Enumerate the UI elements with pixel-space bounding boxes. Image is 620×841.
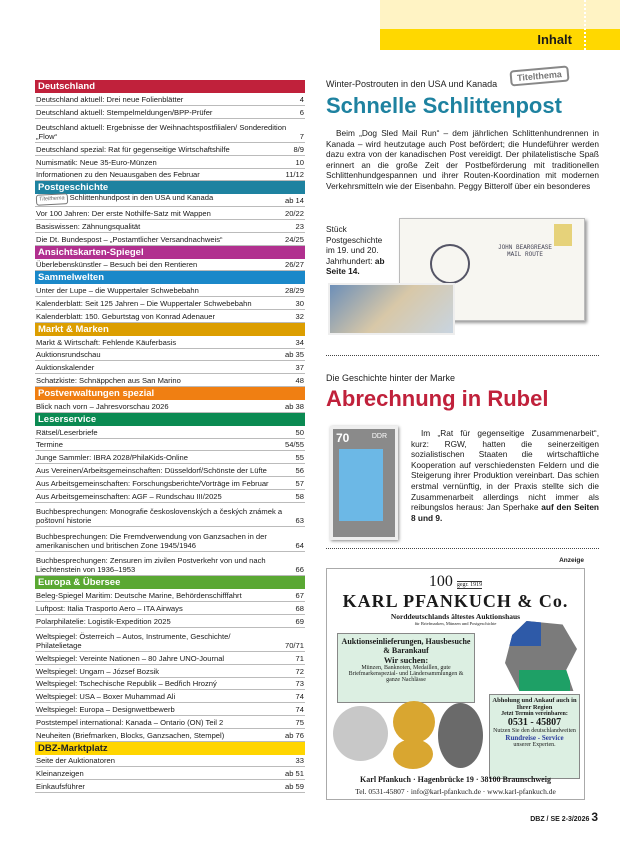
toc-entry-page: 74 xyxy=(295,692,304,702)
toc-entry-text: Kalenderblatt: 150. Geburtstag von Konrad Adenauer xyxy=(36,311,216,321)
toc-entry-page: 67 xyxy=(295,590,304,600)
toc-entry[interactable] xyxy=(35,284,305,297)
toc-entry[interactable] xyxy=(35,400,305,413)
toc-entry-title xyxy=(36,193,285,205)
stamp-value: 70 xyxy=(336,431,350,445)
ad-box-search xyxy=(337,633,475,703)
toc-entry[interactable] xyxy=(35,349,305,362)
toc-entry-title xyxy=(36,123,300,141)
toc-entry-text: Unter der Lupe – die Wuppertaler Schwebebahn xyxy=(36,286,199,296)
toc-entry-page: 68 xyxy=(295,603,304,613)
feature2-body xyxy=(411,428,599,523)
ad-founded: gegr. 1919 xyxy=(456,582,483,588)
toc-entry-page: 56 xyxy=(295,466,304,476)
toc-section-header: Postverwaltungen spezial xyxy=(35,387,305,400)
toc-entry-title xyxy=(36,782,285,791)
toc-entry-title xyxy=(36,286,285,295)
toc-entry[interactable] xyxy=(35,93,305,106)
toc-entry-text: Überlebenskünstler – Besuch bei den Rentieren xyxy=(36,260,198,270)
ad-phone[interactable]: 0531 - 45807 xyxy=(507,717,562,728)
toc-entry-page: ab 59 xyxy=(284,781,304,791)
toc-entry[interactable] xyxy=(35,503,305,528)
toc-entry[interactable] xyxy=(35,426,305,439)
toc-entry[interactable] xyxy=(35,106,305,119)
toc-section-header: DBZ-Marktplatz xyxy=(35,742,305,755)
divider xyxy=(326,355,599,356)
stamp-country: DDR xyxy=(371,433,387,440)
toc-entry-page: 23 xyxy=(295,221,304,231)
toc-entry[interactable] xyxy=(35,374,305,387)
toc-entry-title xyxy=(36,705,296,714)
toc-entry-text: Poststempel international: Kanada – Ontario (ON) Teil 2 xyxy=(36,717,224,727)
toc-entry-title xyxy=(36,453,296,462)
ad-tagline: Norddeutschlands ältestes Auktionshaus xyxy=(390,612,521,621)
toc-entry-text: Buchbesprechungen: Zensuren im zivilen Postverkehr von und nach Liechtenstein von 1936–1953 xyxy=(36,556,266,575)
toc-entry-page: 10 xyxy=(295,157,304,167)
ad-company: KARL PFANKUCH & Co. xyxy=(342,591,569,611)
page-number: 3 xyxy=(591,810,598,824)
toc-entry-page: ab 38 xyxy=(284,401,304,411)
toc-entry[interactable] xyxy=(35,615,305,628)
toc-entry-title xyxy=(36,299,296,308)
titelthema-badge: Titelthema xyxy=(509,65,569,86)
titelthema-badge: Titelthema xyxy=(36,193,68,206)
toc-entry-title xyxy=(36,235,285,244)
toc-entry-text: Deutschland aktuell: Stempelmeldungen/BPP-Prüfer xyxy=(36,107,213,117)
toc-entry-title xyxy=(36,428,296,437)
toc-entry[interactable] xyxy=(35,143,305,156)
toc-entry[interactable] xyxy=(35,464,305,477)
toc-entry-title xyxy=(36,402,285,411)
toc-entry-text: Weltspiegel: USA – Boxer Muhammad Ali xyxy=(36,692,176,702)
dotted-divider xyxy=(584,0,586,50)
toc-entry-text: Kalenderblatt: Seit 125 Jahren – Die Wuppertaler Schwebebahn xyxy=(36,299,252,309)
ad-box-pickup xyxy=(489,694,580,779)
toc-entry-page: 50 xyxy=(295,427,304,437)
feature1-side xyxy=(326,224,392,277)
toc-entry-title xyxy=(36,350,285,359)
toc-entry-page: 4 xyxy=(299,94,304,104)
toc-entry[interactable] xyxy=(35,665,305,678)
toc-entry-title xyxy=(36,532,296,550)
toc-entry-page: 33 xyxy=(295,756,304,766)
toc-entry-page: 75 xyxy=(295,717,304,727)
toc-entry-title xyxy=(36,692,296,701)
toc-entry[interactable] xyxy=(35,690,305,703)
toc-entry-page: 26/27 xyxy=(284,260,304,270)
toc-entry[interactable] xyxy=(35,169,305,182)
toc-entry-title xyxy=(36,479,296,488)
ad-box2-end: unserer Experten. xyxy=(513,742,556,748)
toc-entry-page: ab 35 xyxy=(284,350,304,360)
feature2-body-text: Im „Rat für gegenseitige Zusammenarbeit“, kurz: RGW, hatten die seinerzeitigen sozialistischen Staaten die wirtschaftliche Kooperation auf verschiedensten Feldern und die Steigerung ihrer Produktion vereinbart. Das schien erstmal vernünftig, in der Praxis stellte sich die Zusammenarbeit allerdings nicht immer als reibungslos heraus: Jan Sperhake xyxy=(411,428,599,513)
toc-entry[interactable] xyxy=(35,628,305,653)
toc-entry[interactable] xyxy=(35,220,305,233)
ad-tagline2: für Briefmarken, Münzen und Postgeschichte xyxy=(414,621,497,626)
toc-entry-page: ab 14 xyxy=(284,196,304,206)
toc-entry-page: 57 xyxy=(295,478,304,488)
germany-map-image xyxy=(505,621,577,691)
postmark-icon xyxy=(430,244,470,284)
feature2-page-ref[interactable]: auf den Seiten 8 und 9. xyxy=(411,502,600,523)
ad-label: Anzeige xyxy=(559,557,584,564)
toc-entry[interactable] xyxy=(35,527,305,552)
toc-entry-page: 69 xyxy=(295,616,304,626)
toc-entry[interactable] xyxy=(35,729,305,742)
coins-image xyxy=(333,701,483,771)
toc-entry-page: 30 xyxy=(295,299,304,309)
advertisement[interactable] xyxy=(326,568,585,800)
toc-entry-title xyxy=(36,632,285,650)
toc-entry[interactable] xyxy=(35,755,305,768)
toc-entry-title xyxy=(36,440,285,449)
toc-entry-page: 48 xyxy=(295,376,304,386)
toc-entry[interactable] xyxy=(35,767,305,780)
toc-entry-page: 20/22 xyxy=(284,209,304,219)
toc-entry[interactable] xyxy=(35,490,305,503)
toc-entry-title xyxy=(36,556,296,574)
toc-entry-title xyxy=(36,591,296,600)
toc-entry-page: 71 xyxy=(295,653,304,663)
toc-entry-page: 64 xyxy=(295,540,304,550)
ad-box1-title: Auktionseinlieferungen, Hausbesuche & Barankauf xyxy=(341,637,471,655)
toc-entry-page: 55 xyxy=(295,453,304,463)
toc-entry[interactable] xyxy=(35,477,305,490)
toc-entry[interactable] xyxy=(35,156,305,169)
toc-entry[interactable] xyxy=(35,678,305,691)
toc-entry-text: Deutschland spezial: Rat für gegenseitige Wirtschaftshilfe xyxy=(36,144,230,154)
toc-entry-text: Deutschland aktuell: Drei neue Folienblätter xyxy=(36,94,184,104)
toc-entry-page: 73 xyxy=(295,679,304,689)
toc-entry-title xyxy=(36,158,296,167)
feature2-title: Abrechnung in Rubel xyxy=(326,386,549,411)
toc-entry-text: Numismatik: Neue 35-Euro-Münzen xyxy=(36,157,157,167)
toc-entry-text: Luftpost: Italia Trasporto Aero – ITA Airways xyxy=(36,603,183,613)
toc-section-header: Markt & Marken xyxy=(35,323,305,336)
feature1-side-text: Stück Postgeschichte im 19. und 20. Jahrhundert: xyxy=(326,224,383,266)
toc-entry-text: Markt & Wirtschaft: Fehlende Käuferbasis xyxy=(36,337,177,347)
toc-entry[interactable] xyxy=(35,552,305,577)
toc-entry-text: Rätsel/Leserbriefe xyxy=(36,427,98,437)
toc-entry-title xyxy=(36,617,296,626)
toc-entry-text: Weltspiegel: Europa – Designwettbewerb xyxy=(36,705,175,714)
toc-entry-text: Aus Arbeitsgemeinschaften: Forschungsberichte/Vorträge im Februar xyxy=(36,478,269,488)
toc-entry-title xyxy=(36,731,285,740)
toc-entry-title xyxy=(36,769,285,778)
toc-entry[interactable] xyxy=(35,361,305,374)
toc-entry-title xyxy=(36,108,300,117)
table-of-contents xyxy=(35,80,305,793)
toc-entry-title xyxy=(36,654,296,663)
ddr-stamp-image xyxy=(330,426,398,540)
toc-entry-text: Weltspiegel: Tschechische Republik – Bedřich Hrozný xyxy=(36,679,217,689)
toc-entry[interactable] xyxy=(35,451,305,464)
toc-entry-title xyxy=(36,718,296,727)
toc-entry-page: 37 xyxy=(295,363,304,373)
toc-entry-page: 72 xyxy=(295,666,304,676)
cover-text: JOHN BEARGREASE MAIL ROUTE xyxy=(497,244,552,258)
toc-entry-page: 8/9 xyxy=(293,144,304,154)
toc-entry-text: Auktionsrundschau xyxy=(36,350,101,360)
toc-entry[interactable] xyxy=(35,780,305,793)
toc-entry[interactable] xyxy=(35,716,305,729)
toc-section-header: Europa & Übersee xyxy=(35,576,305,589)
toc-entry-page: ab 51 xyxy=(284,769,304,779)
ad-years-num: 100 xyxy=(428,573,453,590)
toc-entry-text: Weltspiegel: Vereinte Nationen – 80 Jahre UNO-Journal xyxy=(36,653,225,663)
ad-box2-title: Abholung und Ankauf auch in Ihrer Region xyxy=(492,697,577,711)
toc-entry-text: Vor 100 Jahren: Der erste Nothilfe-Satz mit Wappen xyxy=(36,209,211,219)
toc-entry-page: 32 xyxy=(295,311,304,321)
toc-entry-title xyxy=(36,679,296,688)
feature1-kicker: Winter-Postrouten in den USA und Kanada xyxy=(326,79,498,89)
toc-section-header: Ansichtskarten-Spiegel xyxy=(35,246,305,259)
toc-entry[interactable] xyxy=(35,194,305,207)
toc-entry-title xyxy=(36,338,296,347)
toc-entry-page: 66 xyxy=(295,565,304,575)
toc-entry-text: Auktionskalender xyxy=(36,363,95,373)
toc-entry[interactable] xyxy=(35,589,305,602)
toc-entry[interactable] xyxy=(35,652,305,665)
toc-entry-title xyxy=(36,667,296,676)
toc-entry-text: Deutschland aktuell: Ergebnisse der Weihnachtspostfilialen/ Sonderedition „Flow“ xyxy=(36,123,287,142)
toc-entry-text: Die Dt. Bundespost – „Postamtlicher Versandnachweis“ xyxy=(36,234,223,244)
toc-entry-text: Kleinanzeigen xyxy=(36,769,84,779)
toc-entry-page: 6 xyxy=(299,107,304,117)
toc-section-header: Postgeschichte xyxy=(35,181,305,194)
stamp-image xyxy=(554,224,572,246)
stamp-artwork xyxy=(339,449,383,521)
ad-box2-call: Jetzt Termin vereinbaren: xyxy=(501,711,568,717)
toc-entry-title xyxy=(36,363,296,372)
toc-entry-page: 28/29 xyxy=(284,286,304,296)
feature1-title: Schnelle Schlittenpost xyxy=(326,93,562,118)
toc-entry-title xyxy=(36,466,296,475)
toc-entry[interactable] xyxy=(35,297,305,310)
divider xyxy=(326,548,599,549)
toc-section-header: Leserservice xyxy=(35,413,305,426)
stamp-sheet-image xyxy=(328,283,455,335)
toc-entry-title xyxy=(36,209,285,218)
feature1-body: Beim „Dog Sled Mail Run“ – dem jährlichen Schlittenhundrennen in Kanada – wird heutzutage auch Post befördert; die Hundeführer werden dazu extra von der kanadischen Post vereidigt. Der philatelistische Spaß erinnert an die große Zeit der Postbeförderung mit traditionellen Schlittenhundgespannen und ihrer Routen-Koordination mit modernen Verkehrsmitteln wie der Eisenbahn. Peggy Bitterolf über ein besonderes xyxy=(326,128,599,191)
toc-entry-title xyxy=(36,170,286,179)
toc-entry-page: 54/55 xyxy=(284,440,304,450)
toc-section-header: Deutschland xyxy=(35,80,305,93)
ad-box1-text: Münzen, Banknoten, Medaillen, gute Briefmarkenspezial- und Ländersammlungen & ganze Nachlässe xyxy=(348,665,464,683)
toc-entry-title xyxy=(36,492,296,501)
toc-entry-text: Schlittenhundpost in den USA und Kanada xyxy=(69,193,214,203)
ad-address: Karl Pfankuch · Hagenbrücke 19 · 38100 Braunschweig xyxy=(360,775,551,784)
toc-entry-page: ab 76 xyxy=(284,730,304,740)
toc-entry-page: 58 xyxy=(295,491,304,501)
toc-entry-text: Buchbesprechungen: Die Fremdverwendung von Ganzsachen in der amerikanischen und britischen Zone 1945/1946 xyxy=(36,531,267,550)
toc-entry[interactable] xyxy=(35,310,305,323)
toc-entry-title xyxy=(36,756,296,765)
toc-entry-text: Basiswissen: Zähnungsqualität xyxy=(36,221,141,231)
toc-entry[interactable] xyxy=(35,233,305,246)
toc-entry[interactable] xyxy=(35,207,305,220)
toc-entry-title xyxy=(36,145,293,154)
toc-entry-page: 70/71 xyxy=(284,641,304,651)
toc-entry-text: Beleg-Spiegel Maritim: Deutsche Marine, Behördenschifffahrt xyxy=(36,590,242,600)
toc-entry-text: Aus Arbeitsgemeinschaften: AGF – Rundschau III/2025 xyxy=(36,491,222,501)
toc-entry-page: 11/12 xyxy=(285,170,304,180)
ad-service: Rundreise - Service xyxy=(505,734,564,742)
footer xyxy=(530,810,598,824)
toc-entry[interactable] xyxy=(35,602,305,615)
ad-box2-text: Nutzen Sie den deutschlandweiten xyxy=(493,728,576,734)
toc-entry-text: Informationen zu den Neuausgaben des Februar xyxy=(36,170,200,180)
toc-entry-page: 74 xyxy=(295,705,304,714)
toc-entry-title xyxy=(36,95,300,104)
toc-entry-text: Schatzkiste: Schnäppchen aus San Marino xyxy=(36,376,181,386)
toc-entry-page: 24/25 xyxy=(284,234,304,244)
toc-entry-text: Aus Vereinen/Arbeitsgemeinschaften: Düsseldorf/Schönste der Lüfte xyxy=(36,466,267,476)
toc-entry-text: Buchbesprechungen: Monografie československých a českých známek a poštovní historie xyxy=(36,507,283,526)
toc-entry[interactable] xyxy=(35,703,305,716)
toc-entry-title xyxy=(36,376,296,385)
toc-entry[interactable] xyxy=(35,336,305,349)
toc-entry-title xyxy=(36,312,296,321)
toc-entry-text: Junge Sammler: IBRA 2028/PhilaKids-Online xyxy=(36,453,188,463)
toc-entry-title xyxy=(36,507,296,525)
toc-entry-text: Einkaufsführer xyxy=(36,781,85,791)
ad-contact[interactable]: Tel. 0531-45807 · info@karl-pfankuch.de · www.karl-pfankuch.de xyxy=(355,787,556,796)
toc-entry-text: Termine xyxy=(36,440,64,450)
feature1-page-ref[interactable]: ab Seite 14. xyxy=(326,255,385,277)
toc-entry-text: Polarphilatelie: Logistik-Expedition 2025 xyxy=(36,616,171,626)
issue-label: DBZ / SE 2-3/2026 xyxy=(530,816,590,823)
toc-entry-title xyxy=(36,604,296,613)
toc-entry-text: Weltspiegel: Österreich – Autos, Instrumente, Geschichte/ Philatelietage xyxy=(36,632,231,651)
toc-entry-page: 34 xyxy=(295,337,304,347)
toc-entry[interactable] xyxy=(35,439,305,452)
toc-entry-text: Neuheiten (Briefmarken, Blocks, Ganzsachen, Stempel) xyxy=(36,730,225,740)
toc-entry-title xyxy=(36,260,285,269)
toc-section-header: Sammelwelten xyxy=(35,271,305,284)
ad-years xyxy=(327,573,584,591)
toc-entry-title xyxy=(36,222,296,231)
toc-entry-text: Seite der Auktionatoren xyxy=(36,756,115,766)
toc-entry-page: 7 xyxy=(299,132,304,142)
toc-entry-text: Weltspiegel: Ungarn – József Bozsik xyxy=(36,666,160,676)
toc-entry[interactable] xyxy=(35,259,305,272)
ad-box1-sub: Wir suchen: xyxy=(383,655,429,665)
toc-entry-text: Blick nach vorn – Jahresvorschau 2026 xyxy=(36,401,169,411)
section-label: Inhalt xyxy=(537,32,572,47)
toc-entry-page: 63 xyxy=(295,516,304,526)
feature2-kicker: Die Geschichte hinter der Marke xyxy=(326,373,456,383)
toc-entry[interactable] xyxy=(35,119,305,144)
